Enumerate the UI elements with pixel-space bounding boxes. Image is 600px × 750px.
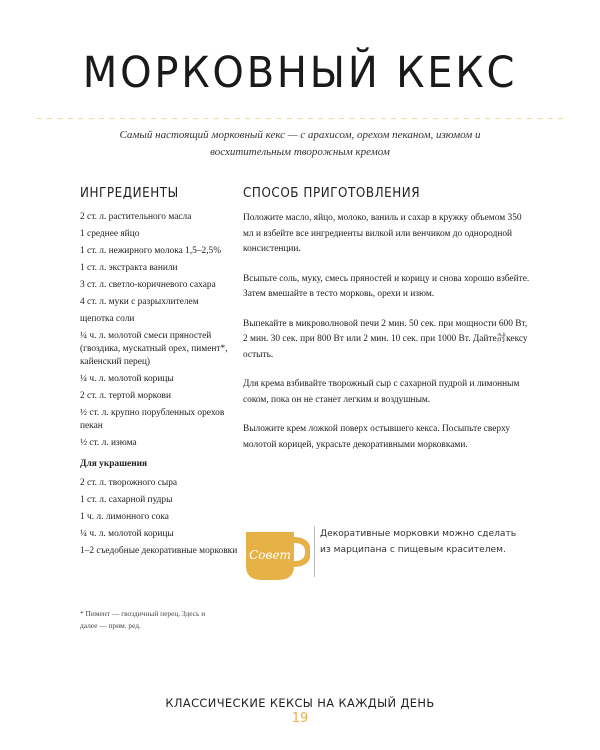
decoration-item: 1 ч. л. лимонного сока: [80, 512, 169, 522]
page-title: МОРКОВНЫЙ КЕКС: [82, 48, 518, 98]
ingredient-item: 3 ст. л. светло-коричневого сахара: [80, 280, 216, 290]
method-step: Положите масло, яйцо, молоко, ваниль и сахар в кружку объемом 350 мл и взбейте все ингредиенты вилкой или венчиком до однородной консистенции.: [243, 213, 522, 254]
decoration-item: 1 ст. л. сахарной пудры: [80, 495, 173, 505]
method-heading: СПОСОБ ПРИГОТОВЛЕНИЯ: [243, 186, 421, 201]
decoration-heading: Для украшения: [80, 459, 148, 469]
ingredient-item: ½ ст. л. изюма: [80, 438, 137, 448]
tip-cup-label: Совет: [249, 548, 291, 562]
method-steps: [243, 211, 533, 467]
cup-icon: [240, 524, 310, 589]
ingredients-heading: ИНГРЕДИЕНТЫ: [80, 186, 179, 201]
recipe-subtitle: Самый настоящий морковный кекс — с арахисом, орехом пеканом, изюмом и восхитительным творожным кремом: [119, 129, 481, 158]
ingredients-list: [80, 211, 240, 562]
ingredient-item: 1 среднее яйцо: [80, 229, 140, 239]
tip-text: Декоративные морковки можно сделать из марципана с пищевым красителем.: [320, 529, 517, 555]
ingredient-item: ¼ ч. л. молотой корицы: [80, 374, 174, 384]
decorative-divider: – – – – – – – – – – – – – – – – – – – – – – – – – – – – – – – – – – – – – – – – – – – – – – – – – – –: [36, 114, 564, 123]
tip-divider: [314, 526, 315, 577]
footnote: * Пимент — гвоздичный перец. Здесь и далее — прим. ред.: [80, 609, 206, 630]
ingredient-item: 4 ст. л. муки с разрыхлителем: [80, 297, 199, 307]
chapter-title: КЛАССИЧЕСКИЕ КЕКСЫ НА КАЖДЫЙ ДЕНЬ: [165, 696, 435, 710]
method-step: Выложите крем ложкой поверх остывшего кекса. Посыпьте сверху молотой корицей, украсьте декоративными морковками.: [243, 424, 511, 450]
ingredient-item: ¼ ч. л. молотой смеси пряностей (гвоздика, мускатный орех, пимент*, кайенский перец): [80, 331, 228, 367]
ingredient-item: 1 ст. л. экстракта ванили: [80, 263, 178, 273]
page-number: 19: [291, 711, 309, 726]
decoration-item: ¼ ч. л. молотой корицы: [80, 529, 174, 539]
decoration-item: 1–2 съедобные декоративные морковки: [80, 546, 238, 556]
method-step: Для крема взбивайте творожный сыр с сахарной пудрой и лимонным соком, пока он не станет легким и воздушным.: [243, 379, 520, 405]
ingredient-item: щепотка соли: [80, 314, 135, 324]
ingredient-item: ½ ст. л. крупно порубленных орехов пекан: [80, 408, 225, 431]
method-step: Выпекайте в микроволновой печи 2 мин. 50 сек. при мощности 600 Вт, 2 мин. 30 сек. при 800 Вт или 2 мин. 10 сек. при 1000 Вт. Дайте討кексу остыть.: [243, 318, 528, 360]
ingredient-item: 1 ст. л. нежирного молока 1,5–2,5%: [80, 246, 222, 256]
method-step: Всыпьте соль, муку, смесь пряностей и корицу и снова хорошо взбейте. Затем вмешайте в тесто морковь, орехи и изюм.: [243, 273, 530, 299]
decoration-item: 2 ст. л. творожного сыра: [80, 478, 178, 488]
ingredient-item: 2 ст. л. тертой моркови: [80, 391, 171, 401]
ingredient-item: 2 ст. л. растительного масла: [80, 212, 192, 222]
